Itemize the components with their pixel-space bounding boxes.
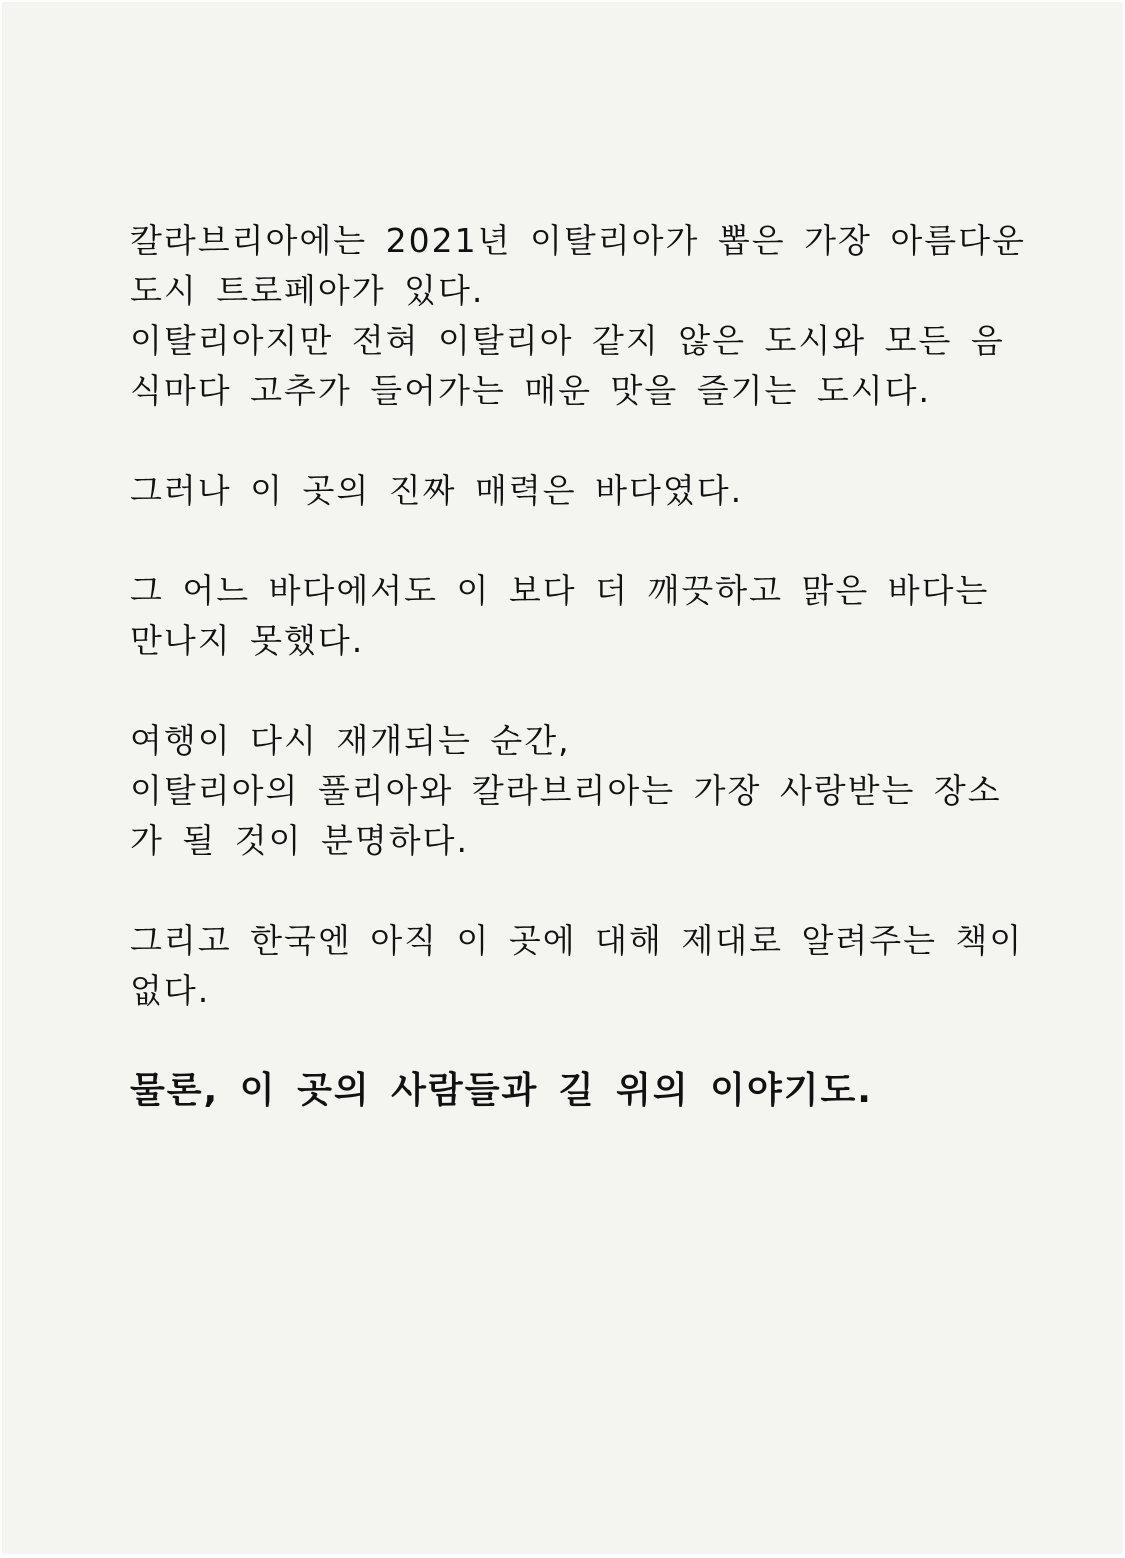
- text-line: 그러나 이 곳의 진짜 매력은 바다였다.: [130, 471, 744, 510]
- page: [2, 2, 1123, 1554]
- closing-statement: 물론, 이 곳의 사람들과 길 위의 이야기도.: [130, 1070, 873, 1111]
- paragraph-5: [130, 916, 1024, 1016]
- text-line: 이탈리아의 풀리아와 칼라브리아는 가장 사랑받는 장소: [130, 771, 1002, 810]
- text-line: 만나지 못했다.: [130, 621, 365, 660]
- text-line: 여행이 다시 재개되는 순간,: [130, 721, 571, 760]
- text-line: 이탈리아지만 전혀 이탈리아 같지 않은 도시와 모든 음: [130, 321, 1005, 360]
- text-line: 그 어느 바다에서도 이 보다 더 깨끗하고 맑은 바다는: [130, 571, 990, 610]
- paragraph-3: [130, 566, 1010, 666]
- text-line: 가 될 것이 분명하다.: [130, 821, 469, 860]
- text-line: 없다.: [130, 971, 211, 1010]
- paragraph-2: [130, 466, 1010, 516]
- text-line: 그리고 한국엔 아직 이 곳에 대해 제대로 알려주는 책이: [130, 921, 1024, 960]
- text-line: 칼라브리아에는 2021년 이탈리아가 뽑은 가장 아름다운: [130, 221, 1026, 260]
- body-text: [130, 216, 1026, 1116]
- paragraph-4: [130, 716, 1010, 866]
- text-line: 도시 트로페아가 있다.: [130, 271, 485, 310]
- paragraph-1: [130, 216, 1026, 416]
- text-line: 식마다 고추가 들어가는 매운 맛을 즐기는 도시다.: [130, 371, 931, 410]
